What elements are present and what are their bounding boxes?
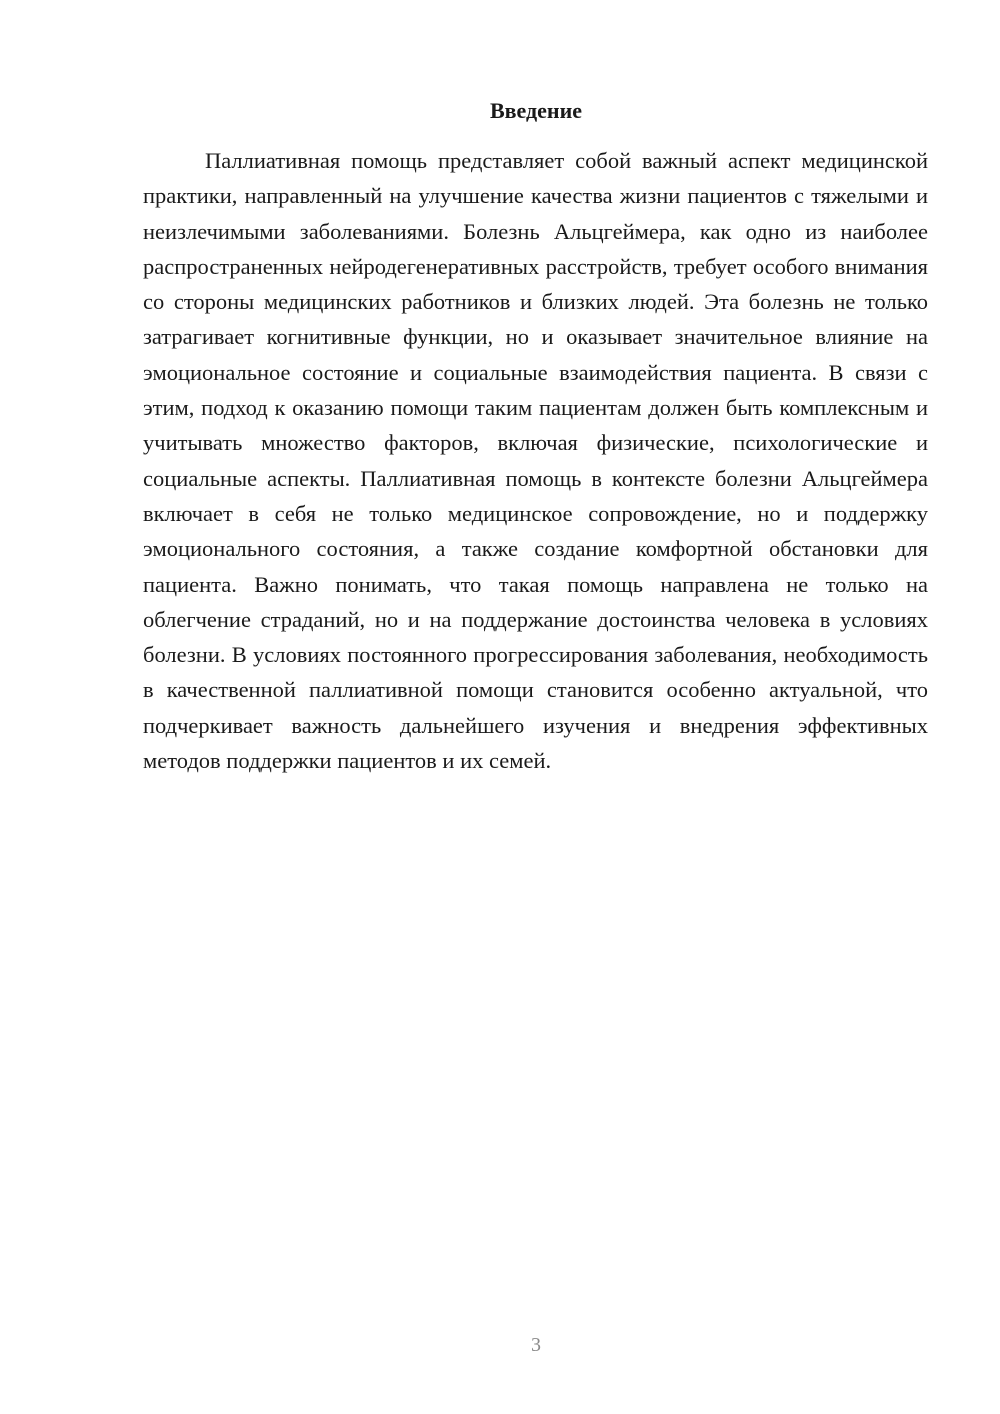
body-paragraph: Паллиативная помощь представляет собой важный аспект медицинской практики, направленный на улучшение качества жизни пациентов с тяжелыми и неизлечимыми заболеваниями. Болезнь Альцгеймера, как одно из наиболее распространенных нейродегенеративных расстройств, требует особого внимания со стороны медицинских работников и близких людей. Эта болезнь не только затрагивает когнитивные функции, но и оказывает значительное влияние на эмоциональное состояние и социальные взаимодействия пациента. В связи с этим, подход к оказанию помощи таким пациентам должен быть комплексным и учитывать множество факторов, включая физические, психологические и социальные аспекты. Паллиативная помощь в контексте болезни Альцгеймера включает в себя не только медицинское сопровождение, но и поддержку эмоционального состояния, а также создание комфортной обстановки для пациента. Важно понимать, что такая помощь направлена не только на облегчение страданий, но и на поддержание достоинства человека в условиях болезни. В условиях постоянного прогрессирования заболевания, необходимость в качественной паллиативной помощи становится особенно актуальной, что подчеркивает важность дальнейшего изучения и внедрения эффективных методов поддержки пациентов и их семей. <box>143 148 928 774</box>
page-number: 3 <box>531 1334 541 1356</box>
section-heading: Введение <box>489 98 583 123</box>
